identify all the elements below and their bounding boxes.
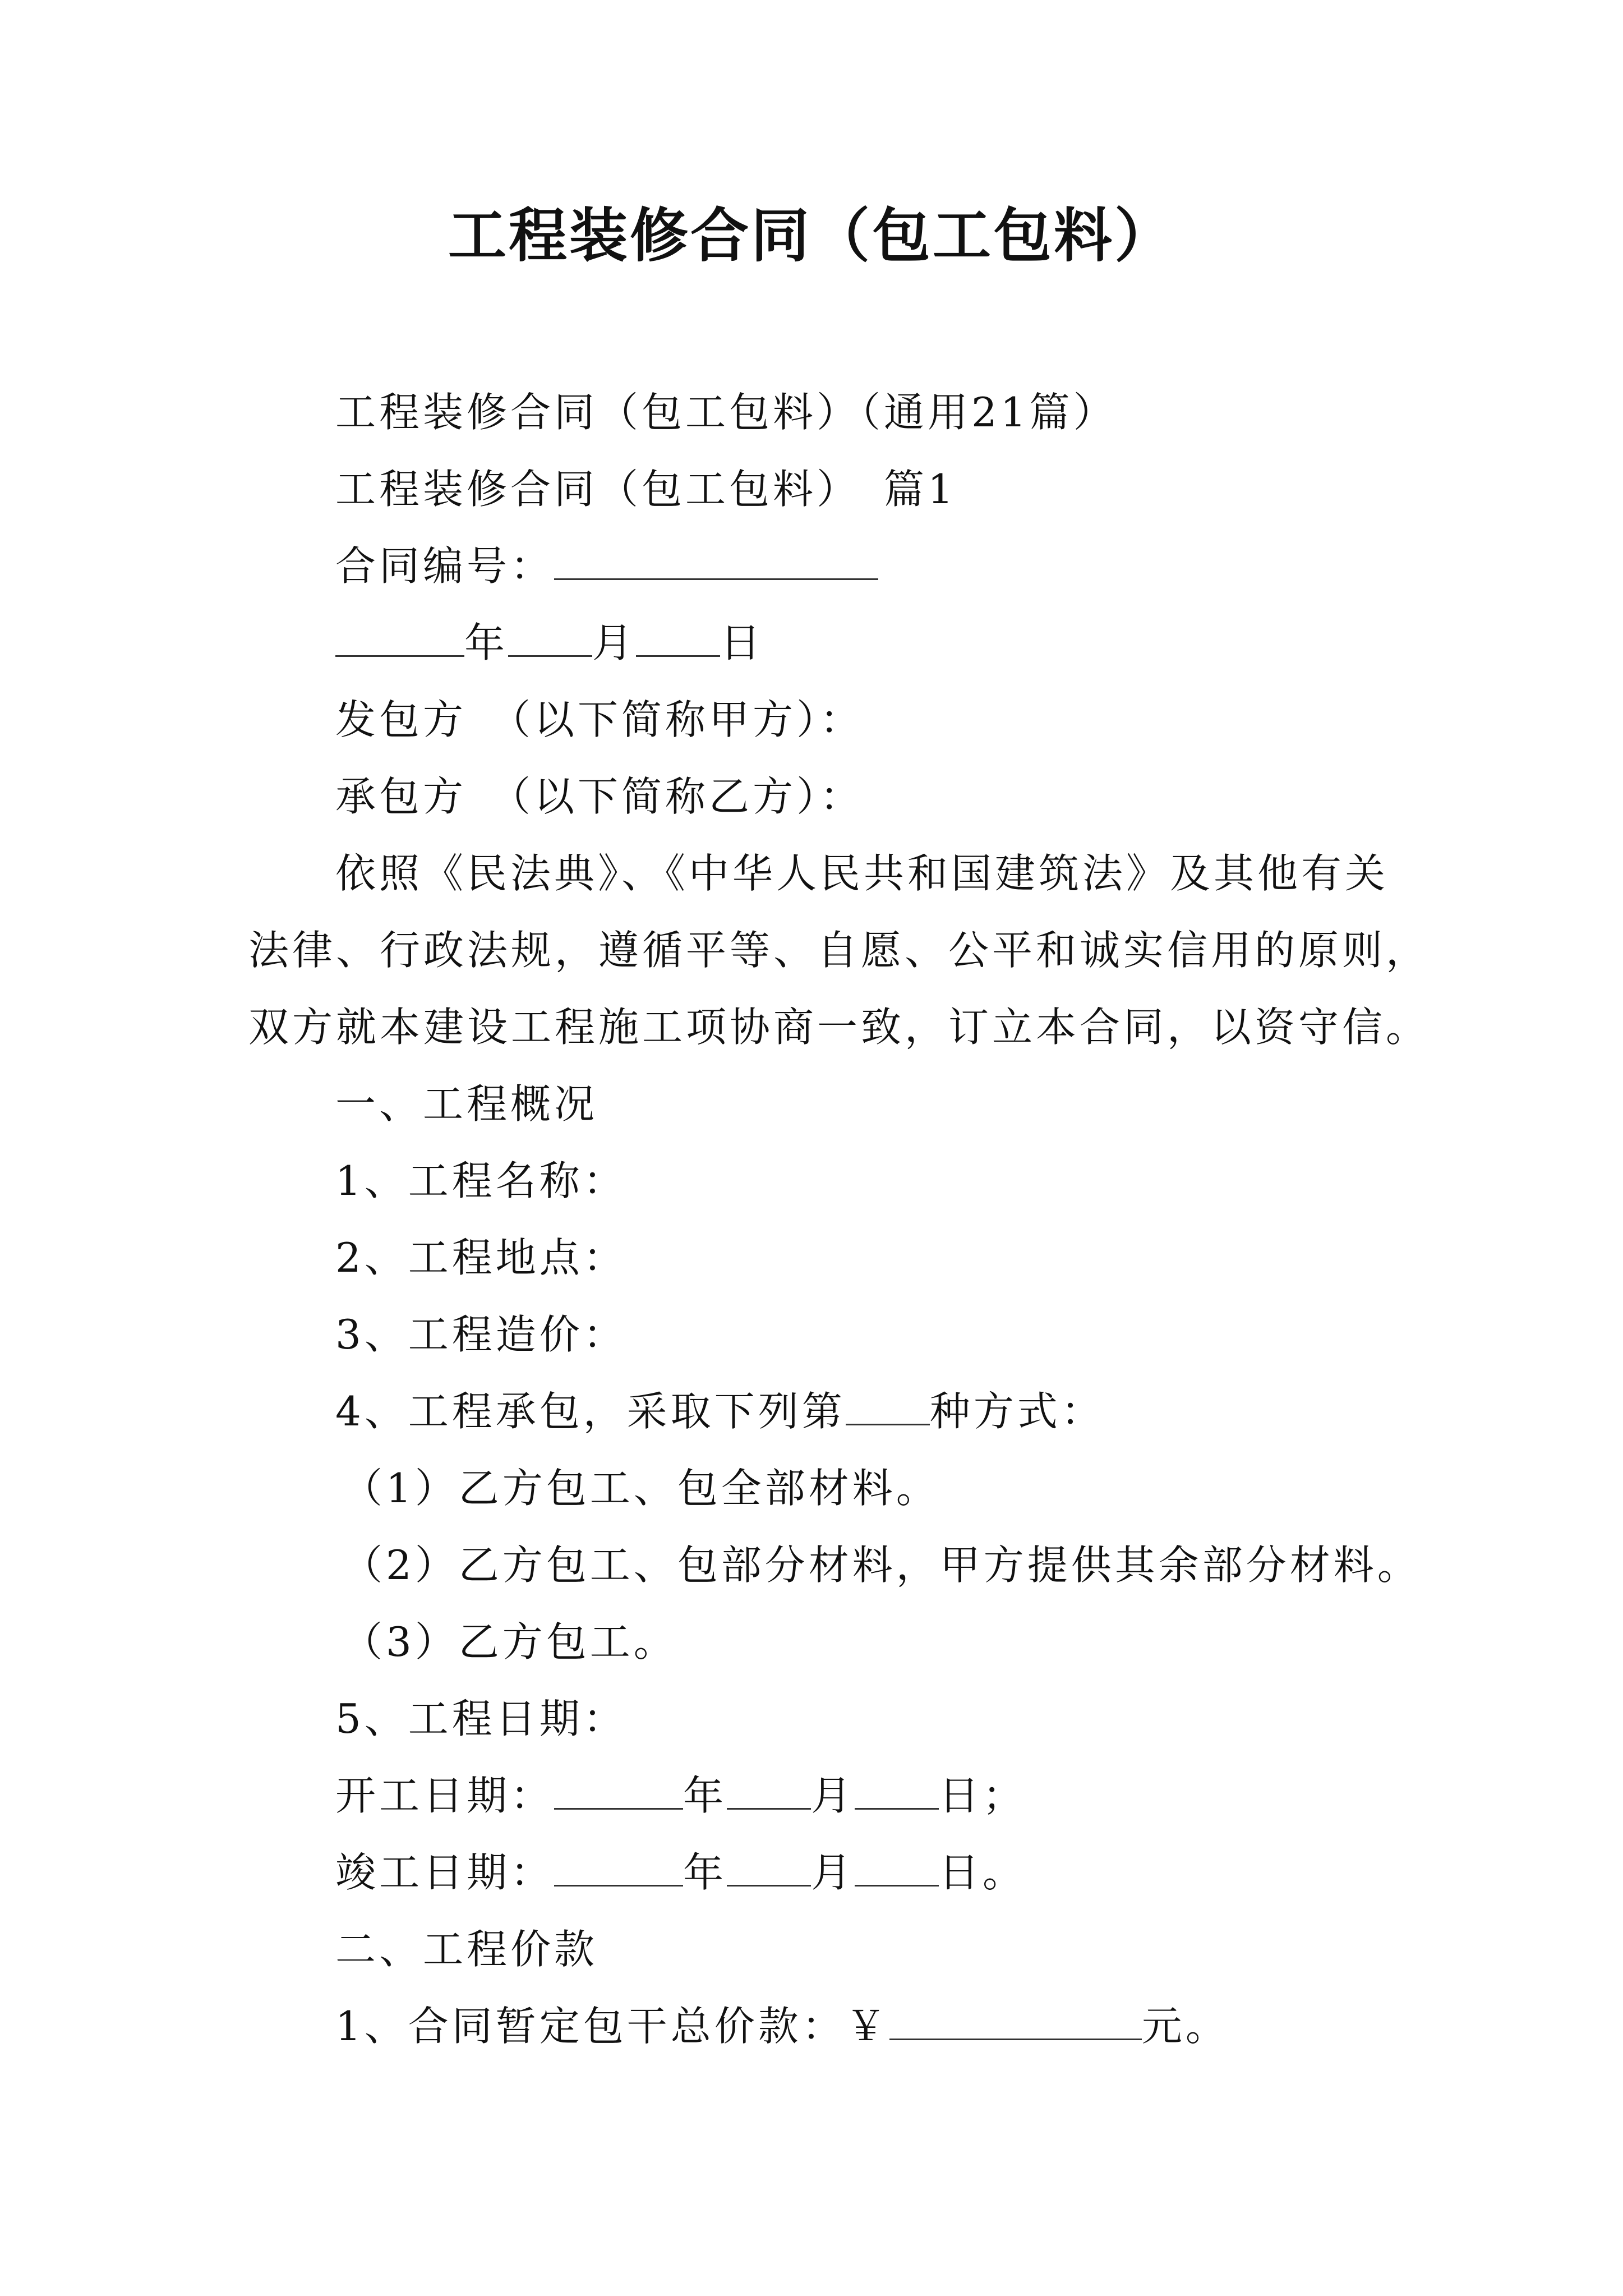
section-1-heading: 一、工程概况 [335,1080,598,1128]
item-project-name: 1、工程名称： [335,1157,627,1204]
intro-paragraph-line-3: 双方就本建设工程施工项协商一致，订立本合同，以资守信。 [248,1004,1430,1051]
start-year-label: 年 [683,1772,727,1819]
start-date-label: 开工日期： [335,1772,555,1819]
finish-month-label: 月 [811,1849,855,1896]
item-project-cost: 3、工程造价： [335,1311,627,1358]
contract-method-blank [846,1384,930,1425]
option-2: （2）乙方包工、包部分材料，甲方提供其余部分材料。 [342,1542,1421,1589]
contract-method-prefix: 4、工程承包，采取下列第 [335,1388,846,1435]
intro-paragraph-line-2: 法律、行政法规，遵循平等、自愿、公平和诚实信用的原则， [248,927,1430,974]
finish-date-label: 竣工日期： [335,1849,555,1896]
party-a-line: 发包方 （以下简称甲方）： [335,696,864,743]
contract-price-line [335,1998,1229,2054]
finish-date-line [335,1844,1026,1901]
contract-number-blank [554,539,878,580]
contract-price-prefix: 1、合同暂定包干总价款：￥ [335,2003,889,2050]
year-label: 年 [464,619,509,666]
contract-number-line [335,538,878,594]
item-contract-method [335,1383,1105,1439]
document-title: 工程装修合同（包工包料） [448,201,1175,270]
part-heading: 工程装修合同（包工包料） 篇1 [335,466,957,513]
month-blank [508,616,592,657]
section-2-heading: 二、工程价款 [335,1926,598,1973]
start-date-line [335,1768,1026,1824]
day-blank [636,616,720,657]
finish-day-label: 日。 [939,1849,1027,1896]
contract-date-line [335,615,764,671]
finish-year-label: 年 [683,1849,727,1896]
option-1: （1）乙方包工、包全部材料。 [342,1465,940,1512]
contract-price-blank [889,1999,1142,2040]
option-3: （3）乙方包工。 [342,1618,677,1665]
start-day-blank [855,1769,939,1810]
finish-day-blank [855,1846,939,1887]
finish-month-blank [727,1846,811,1887]
contract-method-suffix: 种方式： [929,1388,1105,1435]
finish-year-blank [554,1846,683,1887]
party-b-line: 承包方 （以下简称乙方）： [335,773,864,820]
start-month-blank [727,1769,811,1810]
item-project-dates: 5、工程日期： [335,1695,627,1742]
contract-price-suffix: 元。 [1141,2003,1229,2050]
start-day-label: 日； [939,1772,1027,1819]
day-label: 日 [720,619,764,666]
document-subtitle: 工程装修合同（包工包料）（通用21篇） [335,389,1117,436]
month-label: 月 [592,619,637,666]
contract-number-label: 合同编号： [335,542,555,590]
year-blank [335,616,464,657]
start-month-label: 月 [811,1772,855,1819]
intro-paragraph-line-1: 依照《民法典》、《中华人民共和国建筑法》及其他有关 [335,850,1389,897]
start-year-blank [554,1769,683,1810]
item-project-location: 2、工程地点： [335,1234,627,1281]
